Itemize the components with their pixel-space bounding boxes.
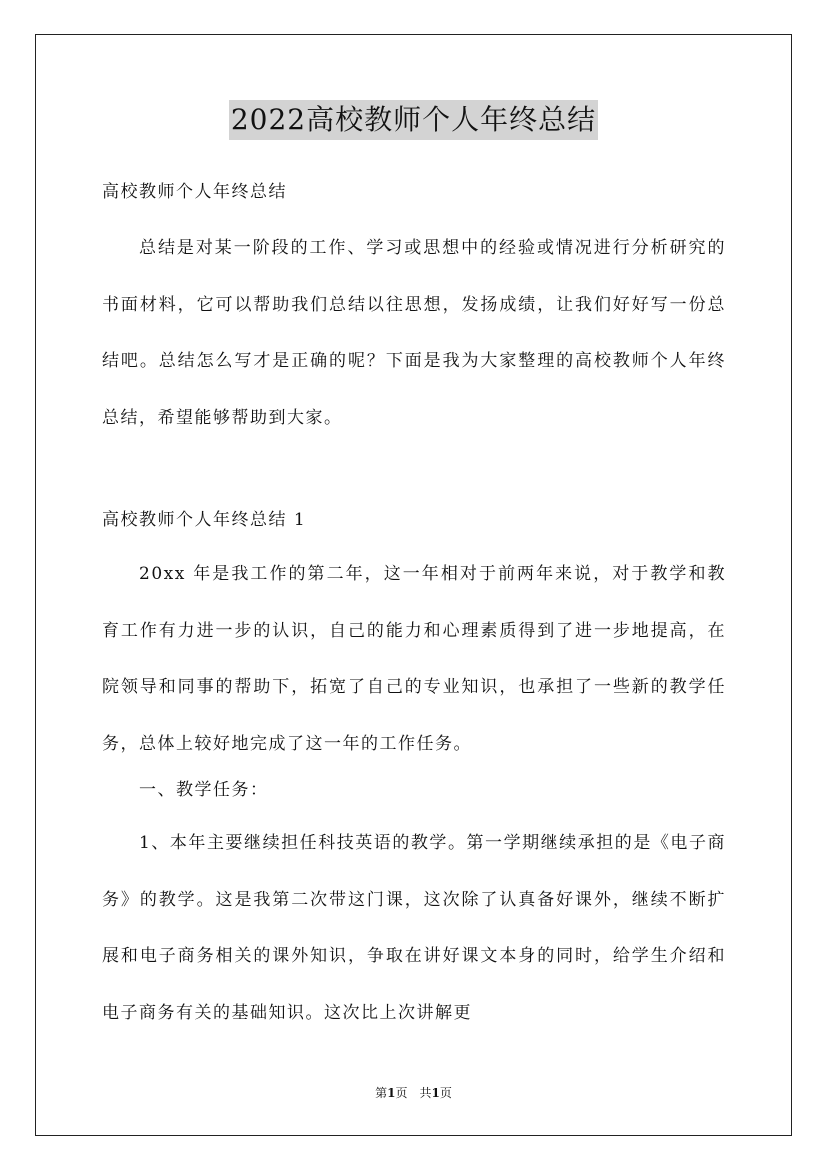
section-paragraph-1: 20xx 年是我工作的第二年，这一年相对于前两年来说，对于教学和教育工作有力进一步的认识，自己的能力和心理素质得到了进一步地提高，在院领导和同事的帮助下，拓宽了自己的专业知识，也承担了一些新的教学任务，总体上较好地完成了这一年的工作任务。: [102, 564, 726, 754]
subsection-heading: 一、教学任务：: [139, 780, 269, 800]
footer-mid: 页 共: [395, 1086, 432, 1100]
footer-page-number: 1: [387, 1086, 396, 1100]
document-title: 2022高校教师个人年终总结: [229, 100, 598, 140]
section-paragraph-2: 1、本年主要继续担任科技英语的教学。第一学期继续承担的是《电子商务》的教学。这是我第二次带这门课，这次除了认真备好课外，继续不断扩展和电子商务相关的课外知识，争取在讲好课文本身的同时，给学生介绍和电子商务有关的基础知识。这次比上次讲解更: [102, 833, 726, 1023]
title-wrapper: [0, 100, 827, 140]
footer-suffix: 页: [439, 1086, 452, 1100]
document-subtitle: 高校教师个人年终总结: [102, 182, 287, 202]
page-footer: [0, 1085, 827, 1101]
section-heading: 高校教师个人年终总结 1: [102, 510, 307, 530]
intro-paragraph: 总结是对某一阶段的工作、学习或思想中的经验或情况进行分析研究的书面材料，它可以帮助我们总结以往思想，发扬成绩，让我们好好写一份总结吧。总结怎么写才是正确的呢？下面是我为大家整理的高校教师个人年终总结，希望能够帮助到大家。: [102, 238, 726, 428]
footer-page-total: 1: [431, 1086, 440, 1100]
footer-prefix: 第: [375, 1086, 388, 1100]
